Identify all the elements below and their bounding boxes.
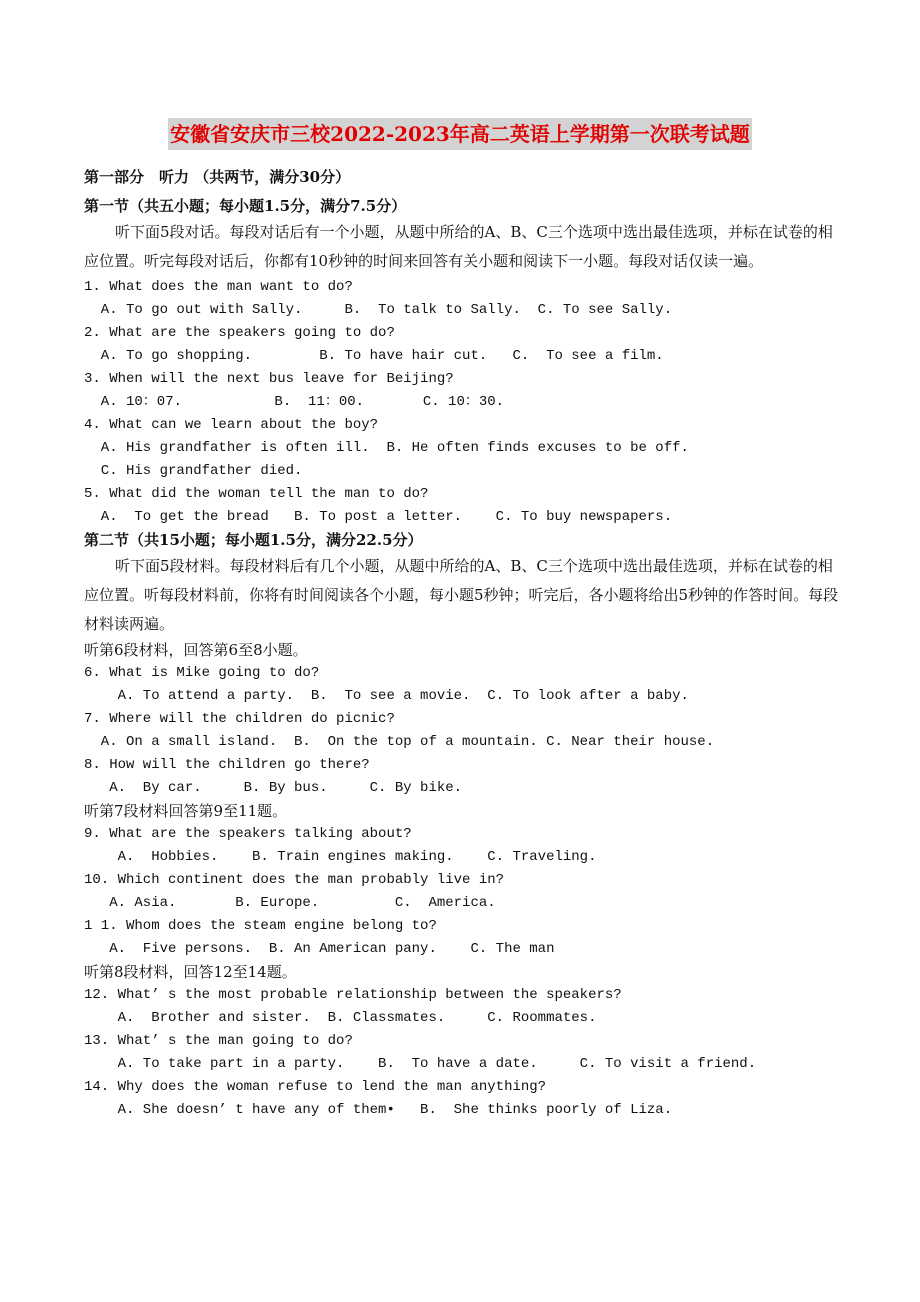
options-line: A. To go out with Sally. B. To talk to Sally. C. To see Sally.: [84, 302, 673, 318]
options-line: A. On a small island. B. On the top of a mountain. C. Near their house.: [84, 734, 715, 750]
question-line: 13. What’ s the man going to do?: [84, 1033, 353, 1049]
question-line: 8. How will the children go there?: [84, 757, 370, 773]
section1-questions: [84, 276, 844, 529]
document-title: 安徽省安庆市三校2022-2023年高二英语上学期第一次联考试题: [168, 118, 752, 150]
question-line: 12. What’ s the most probable relationship between the speakers?: [84, 987, 622, 1003]
options-line: A. 10：07. B. 11：00. C. 10：30.: [84, 394, 505, 410]
question-line: 1 1. Whom does the steam engine belong to?: [84, 918, 437, 934]
section2-heading: 第二节（共15小题；每小题1.5分，满分22.5分）: [84, 531, 423, 549]
document-body: [84, 166, 844, 1122]
options-line: A. His grandfather is often ill. B. He often finds excuses to be off.: [84, 440, 689, 456]
section2-instructions: 听下面5段材料。每段材料后有几个小题，从题中所给的A、B、C三个选项中选出最佳选项，并标在试卷的相应位置。听每段材料前，你将有时间阅读各个小题，每小题5秒钟；听完后，各小题将给出5秒钟的作答时间。每段材料读两遍。: [84, 557, 839, 633]
options-line: C. His grandfather died.: [84, 463, 303, 479]
question-line: 5. What did the woman tell the man to do?: [84, 486, 429, 502]
options-line: A. She doesn’ t have any of them• B. She thinks poorly of Liza.: [84, 1102, 673, 1118]
options-line: A. To take part in a party. B. To have a date. C. To visit a friend.: [84, 1056, 757, 1072]
question-line: 10. Which continent does the man probably live in?: [84, 872, 505, 888]
section2-questions: [84, 639, 844, 1122]
options-line: A. To attend a party. B. To see a movie. C. To look after a baby.: [84, 688, 689, 704]
part1-heading: 第一部分 听力 （共两节，满分30分）: [84, 168, 351, 186]
options-line: A. Asia. B. Europe. C. America.: [84, 895, 496, 911]
question-line: 4. What can we learn about the boy?: [84, 417, 379, 433]
section1-instructions: 听下面5段对话。每段对话后有一个小题，从题中所给的A、B、C三个选项中选出最佳选项，并标在试卷的相应位置。听完每段对话后，你都有10秒钟的时间来回答有关小题和阅读下一小题。每段对话仅读一遍。: [84, 223, 833, 270]
question-line: 1. What does the man want to do?: [84, 279, 353, 295]
section1-heading: 第一节（共五小题；每小题1.5分，满分7.5分）: [84, 197, 407, 215]
question-line: 9. What are the speakers talking about?: [84, 826, 412, 842]
question-line: 2. What are the speakers going to do?: [84, 325, 395, 341]
question-line: 3. When will the next bus leave for Beijing?: [84, 371, 454, 387]
options-line: A. Hobbies. B. Train engines making. C. Traveling.: [84, 849, 597, 865]
material-instruction: 听第7段材料回答第9至11题。: [84, 802, 288, 820]
document-title-block: [0, 118, 920, 150]
question-line: 14. Why does the woman refuse to lend the man anything?: [84, 1079, 547, 1095]
options-line: A. To go shopping. B. To have hair cut. C. To see a film.: [84, 348, 664, 364]
material-instruction: 听第8段材料，回答12至14题。: [84, 963, 297, 981]
material-instruction: 听第6段材料，回答第6至8小题。: [84, 641, 308, 659]
question-line: 6. What is Mike going to do?: [84, 665, 320, 681]
options-line: A. To get the bread B. To post a letter. C. To buy newspapers.: [84, 509, 673, 525]
options-line: A. Brother and sister. B. Classmates. C. Roommates.: [84, 1010, 597, 1026]
options-line: A. By car. B. By bus. C. By bike.: [84, 780, 463, 796]
options-line: A. Five persons. B. An American pany. C. The man: [84, 941, 555, 957]
question-line: 7. Where will the children do picnic?: [84, 711, 395, 727]
